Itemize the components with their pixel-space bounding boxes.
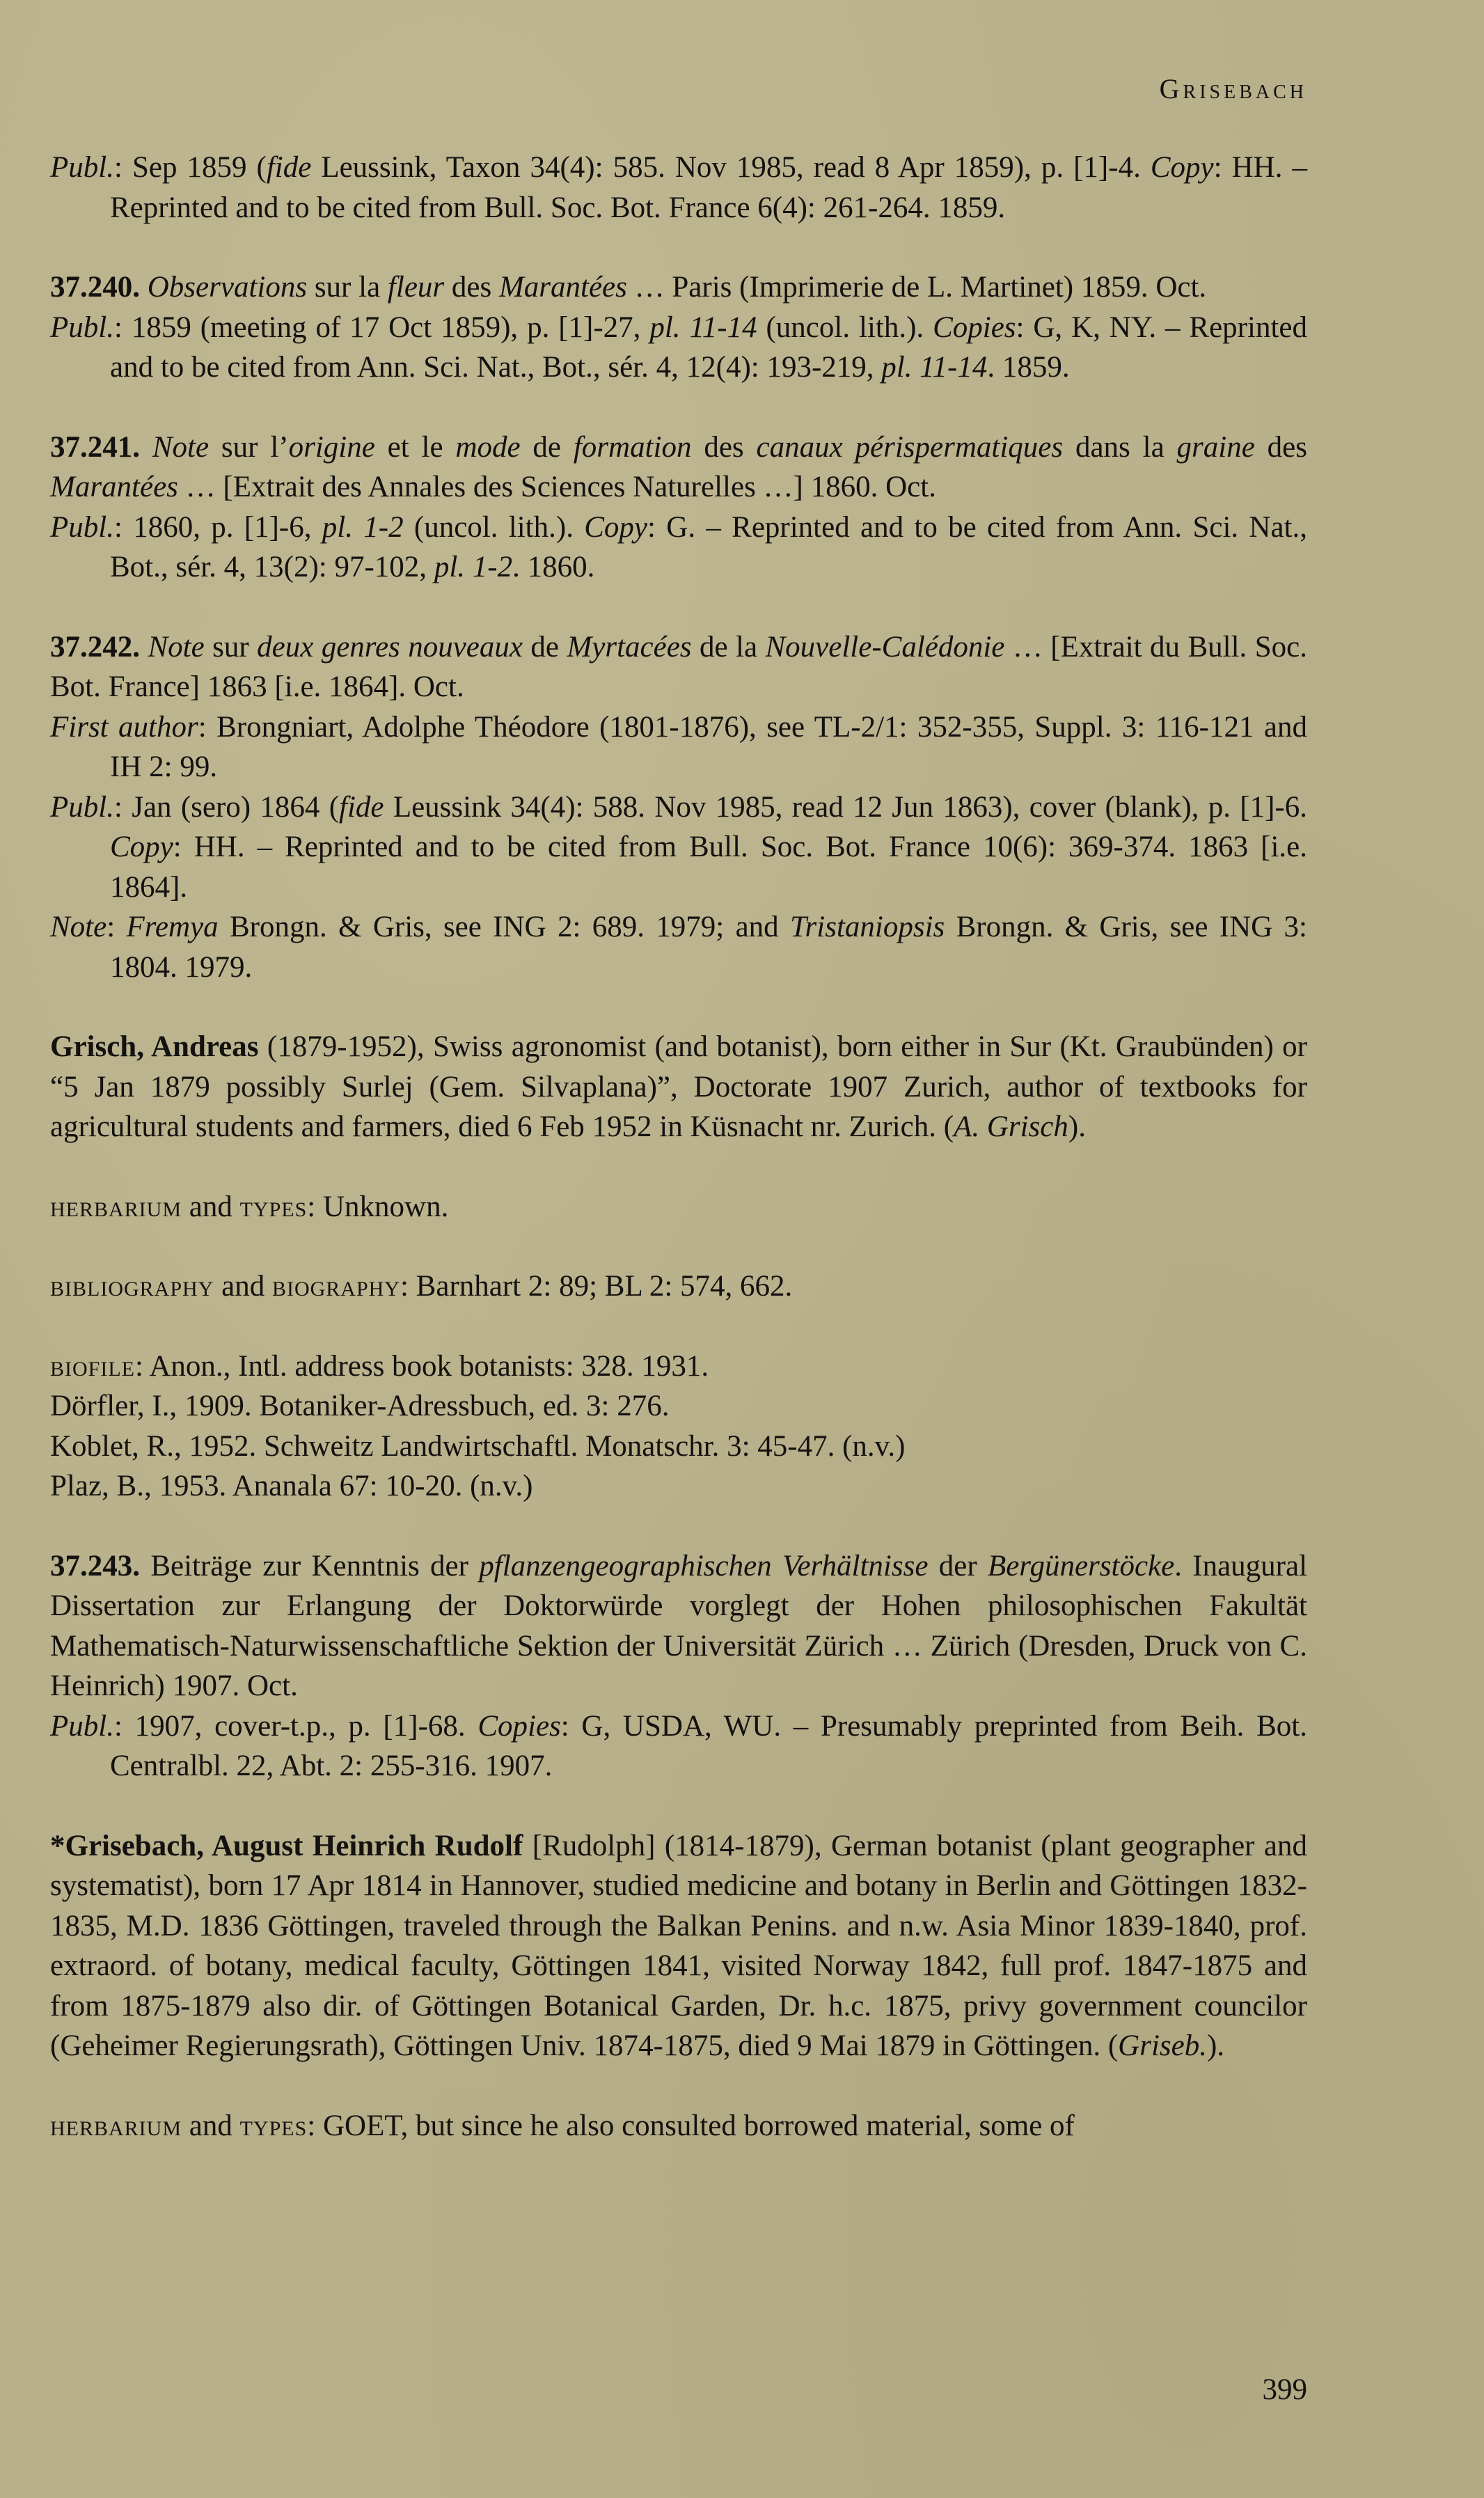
bibliography-and-biography [50, 1266, 1307, 1307]
italic-text: pl. 11-14 [649, 311, 757, 344]
text-run: de [520, 430, 574, 464]
text-run: (uncol. lith.). [757, 311, 933, 344]
herbarium-and-types [50, 2106, 1307, 2146]
text-run: : 1859 (meeting of 17 Oct 1859), p. [1]-27, [113, 311, 650, 344]
italic-text: Griseb. [1118, 2029, 1207, 2062]
section-label: biography [271, 1270, 400, 1303]
section-label: biofile [50, 1349, 135, 1383]
entry-37-243 [50, 1546, 1307, 1786]
text-run: … [Extrait des Annales des Sciences Naturelles …] 1860. Oct. [177, 471, 936, 503]
note [50, 907, 1307, 987]
text-run: : [106, 911, 127, 943]
section-label: types [239, 1190, 308, 1223]
page-body [50, 148, 1307, 2185]
italic-text: A. Grisch [954, 1110, 1068, 1143]
biofile-item [50, 1346, 1307, 1387]
entry-37-242 [50, 627, 1307, 988]
italic-text: Observations [147, 271, 308, 304]
text-run: [Rudolph] (1814-1879), German botanist (plant geographer and systematist), born 17 Apr 1814 in Hannover, studied medicine and botany in Berlin and Göttingen 1832-1835, M.D. 1836 Göttingen, traveled through the Balkan Penins. and n.w. Asia Minor 1839-1840, prof. extraord. of botany, medical faculty, Göttingen 1841, visited Norway 1842, full prof. 1847-1875 and from 1875-1879 also dir. of Göttingen Botanical Garden, Dr. h.c. 1875, privy government councilor (Geheimer Regierungsrath), Göttingen Univ. 1874-1875, died 9 Mai 1879 in Göttingen. ( [50, 1829, 1307, 2062]
italic-text: fide [266, 151, 312, 184]
section-label: types [239, 2109, 308, 2142]
italic-text: Publ. [50, 790, 114, 824]
italic-text: pflanzengeographischen Verhältnisse [479, 1549, 929, 1582]
italic-text: deux genres nouveaux [257, 630, 523, 663]
text-run: : HH. – Reprinted and to be cited from Bull. Soc. Bot. France 10(6): 369-374. 1863 [i.e. 1864]. [110, 831, 1307, 904]
biofile-item [50, 1386, 1307, 1427]
text-run: de [522, 630, 567, 663]
author-grisch [50, 1027, 1307, 1147]
italic-text: Marantées [50, 471, 178, 503]
biofile-item [50, 1427, 1307, 1467]
herbarium-and-types [50, 1187, 1307, 1227]
text-run: Beiträge zur Kenntnis der [150, 1549, 480, 1582]
text-run: : 1860, p. [1]-6, [113, 510, 322, 544]
text-run: ). [1206, 2029, 1225, 2062]
biofile-item [50, 1466, 1307, 1507]
italic-text: Publ. [50, 151, 114, 184]
text-run: : Unknown. [307, 1190, 449, 1223]
italic-text: pl. 1-2 [322, 510, 404, 544]
italic-text: Bergünerstöcke [987, 1549, 1175, 1582]
entry-title [50, 1546, 1307, 1706]
section-label: herbarium [50, 2109, 182, 2142]
italic-text: Note [152, 430, 210, 464]
bold-heading: *Grisebach, August Heinrich Rudolf [50, 1829, 523, 1862]
bold-heading: 37.243. [50, 1549, 151, 1582]
text-run: de la [691, 630, 766, 663]
italic-text: Tristaniopsis [789, 911, 945, 943]
text-run: des [444, 271, 499, 304]
text-run: : Barnhart 2: 89; BL 2: 574, 662. [400, 1270, 793, 1303]
text-run: Koblet, R., 1952. Schweitz Landwirtschaftl. Monatschr. 3: 45-47. (n.v.) [50, 1429, 906, 1463]
text-run: and [182, 2109, 240, 2142]
text-run: des [1254, 430, 1307, 464]
author-biography [50, 1027, 1307, 1147]
italic-text: Publ. [50, 510, 114, 544]
italic-text: First author [50, 710, 198, 744]
text-run: Dörfler, I., 1909. Botaniker-Adressbuch, ed. 3: 276. [50, 1390, 670, 1422]
text-run: . 1859. [987, 351, 1070, 384]
publication-note [50, 508, 1307, 588]
text-run: and [214, 1270, 272, 1303]
italic-text: origine [288, 430, 375, 464]
grisebach-herbarium-types [50, 2106, 1307, 2146]
text-run: sur la [307, 271, 388, 304]
text-run: : G, USDA, WU. – Presumably preprinted from Beih. Bot. Centralbl. 22, Abt. 2: 255-316. 1907. [110, 1709, 1307, 1782]
publication-note [50, 148, 1307, 228]
text-run: Leussink 34(4): 588. Nov 1985, read 12 Jun 1863), cover (blank), p. [1]-6. [384, 790, 1307, 824]
italic-text: Copy [1150, 151, 1214, 184]
text-run: Leussink, Taxon 34(4): 585. Nov 1985, read 8 Apr 1859), p. [1]-4. [311, 151, 1151, 184]
italic-text: Copies [477, 1709, 561, 1743]
text-run: … Paris (Imprimerie de L. Martinet) 1859. Oct. [626, 271, 1207, 304]
italic-text: fide [339, 790, 384, 824]
italic-text: Copies [933, 311, 1016, 344]
text-run: ). [1068, 1110, 1086, 1143]
italic-text: Publ. [50, 1709, 114, 1743]
text-run: : Brongniart, Adolphe Théodore (1801-1876), see TL-2/1: 352-355, Suppl. 3: 116-121 and IH 2: 99. [110, 710, 1307, 783]
text-run: (uncol. lith.). [403, 510, 585, 544]
text-run: : 1907, cover-t.p., p. [1]-68. [113, 1709, 478, 1743]
italic-text: Fremya [126, 911, 219, 943]
author-biography [50, 1826, 1307, 2066]
italic-text: Note [50, 911, 107, 943]
italic-text: pl. 11-14 [881, 351, 988, 384]
text-run: sur [204, 630, 258, 663]
text-run: : Anon., Intl. address book botanists: 328. 1931. [135, 1349, 709, 1383]
text-run: Brongn. & Gris, see ING 2: 689. 1979; and [218, 911, 790, 943]
italic-text: Marantées [498, 271, 627, 304]
italic-text: fleur [387, 271, 445, 304]
text-run: dans la [1063, 430, 1177, 464]
publication-note [50, 308, 1307, 388]
bold-heading: 37.241. [50, 430, 152, 464]
entry-title [50, 427, 1307, 508]
text-run: : Sep 1859 ( [113, 151, 267, 184]
running-head: Grisebach [1159, 73, 1307, 104]
entry-37-241 [50, 427, 1307, 588]
section-label: bibliography [50, 1270, 214, 1303]
text-run: des [691, 430, 757, 464]
text-run: . Inaugural Dissertation zur Erlangung der Doktorwürde vorglegt der Hohen philosophischen Fakultät Mathematisch-Naturwissenschaftliche Sektion der Universität Zürich … Zürich (Dresden, Druck von C. Heinrich) 1907. Oct. [50, 1549, 1308, 1702]
text-run: sur l’ [209, 430, 289, 464]
italic-text: Note [148, 630, 205, 663]
entry-title [50, 627, 1307, 707]
bold-heading: Grisch, Andreas [50, 1030, 259, 1063]
section-label: herbarium [50, 1190, 182, 1223]
text-run: (1879-1952), Swiss agronomist (and botanist), born either in Sur (Kt. Graubünden) or “5 Jan 1879 possibly Surlej (Gem. Silvaplana)”, Doctorate 1907 Zurich, author of textbooks for agricultural students and farmers, died 6 Feb 1952 in Küsnacht nr. Zurich. ( [50, 1030, 1307, 1143]
publication-note [50, 787, 1307, 908]
bold-heading: 37.240. [50, 271, 148, 304]
text-run: : G. – Reprinted and to be cited from Ann. Sci. Nat., Bot., sér. 4, 13(2): 97-102, [110, 510, 1308, 583]
first-author-note [50, 707, 1307, 787]
text-run: Brongn. & Gris, see ING 3: 1804. 1979. [110, 911, 1307, 984]
italic-text: formation [573, 430, 692, 464]
text-run: : HH. – Reprinted and to be cited from Bull. Soc. Bot. France 6(4): 261-264. 1859. [110, 151, 1307, 224]
italic-text: mode [455, 430, 521, 464]
italic-text: Publ. [50, 311, 114, 344]
grisch-herbarium-types [50, 1187, 1307, 1227]
grisch-bibliography [50, 1266, 1307, 1307]
text-run: : Jan (sero) 1864 ( [113, 790, 340, 824]
italic-text: Copy [584, 510, 648, 544]
entry-37-239-continuation [50, 148, 1307, 228]
italic-text: canaux périspermatiques [756, 430, 1064, 464]
text-run: and [182, 1190, 240, 1223]
author-grisebach [50, 1826, 1307, 2066]
entry-37-240 [50, 267, 1307, 388]
publication-note [50, 1706, 1307, 1786]
text-run: : G, K, NY. – Reprinted and to be cited from Ann. Sci. Nat., Bot., sér. 4, 12(4): 193-219, [110, 311, 1307, 384]
text-run: . 1860. [512, 551, 595, 583]
text-run: … [Extrait du Bull. Soc. Bot. France] 1863 [i.e. 1864]. Oct. [50, 630, 1308, 703]
text-run: : GOET, but since he also consulted borrowed material, some of [307, 2109, 1075, 2142]
text-run: et le [374, 430, 456, 464]
italic-text: graine [1176, 430, 1255, 464]
italic-text: Nouvelle-Calédonie [765, 630, 1005, 663]
page-number: 399 [1262, 2373, 1307, 2406]
italic-text: Copy [110, 831, 173, 863]
text-run: der [928, 1549, 988, 1582]
italic-text: Myrtacées [567, 630, 692, 663]
text-run: Plaz, B., 1953. Ananala 67: 10-20. (n.v.) [50, 1470, 533, 1502]
entry-title [50, 267, 1307, 308]
italic-text: pl. 1-2 [434, 551, 513, 583]
bold-heading: 37.242. [50, 630, 148, 663]
grisch-biofile [50, 1346, 1307, 1507]
